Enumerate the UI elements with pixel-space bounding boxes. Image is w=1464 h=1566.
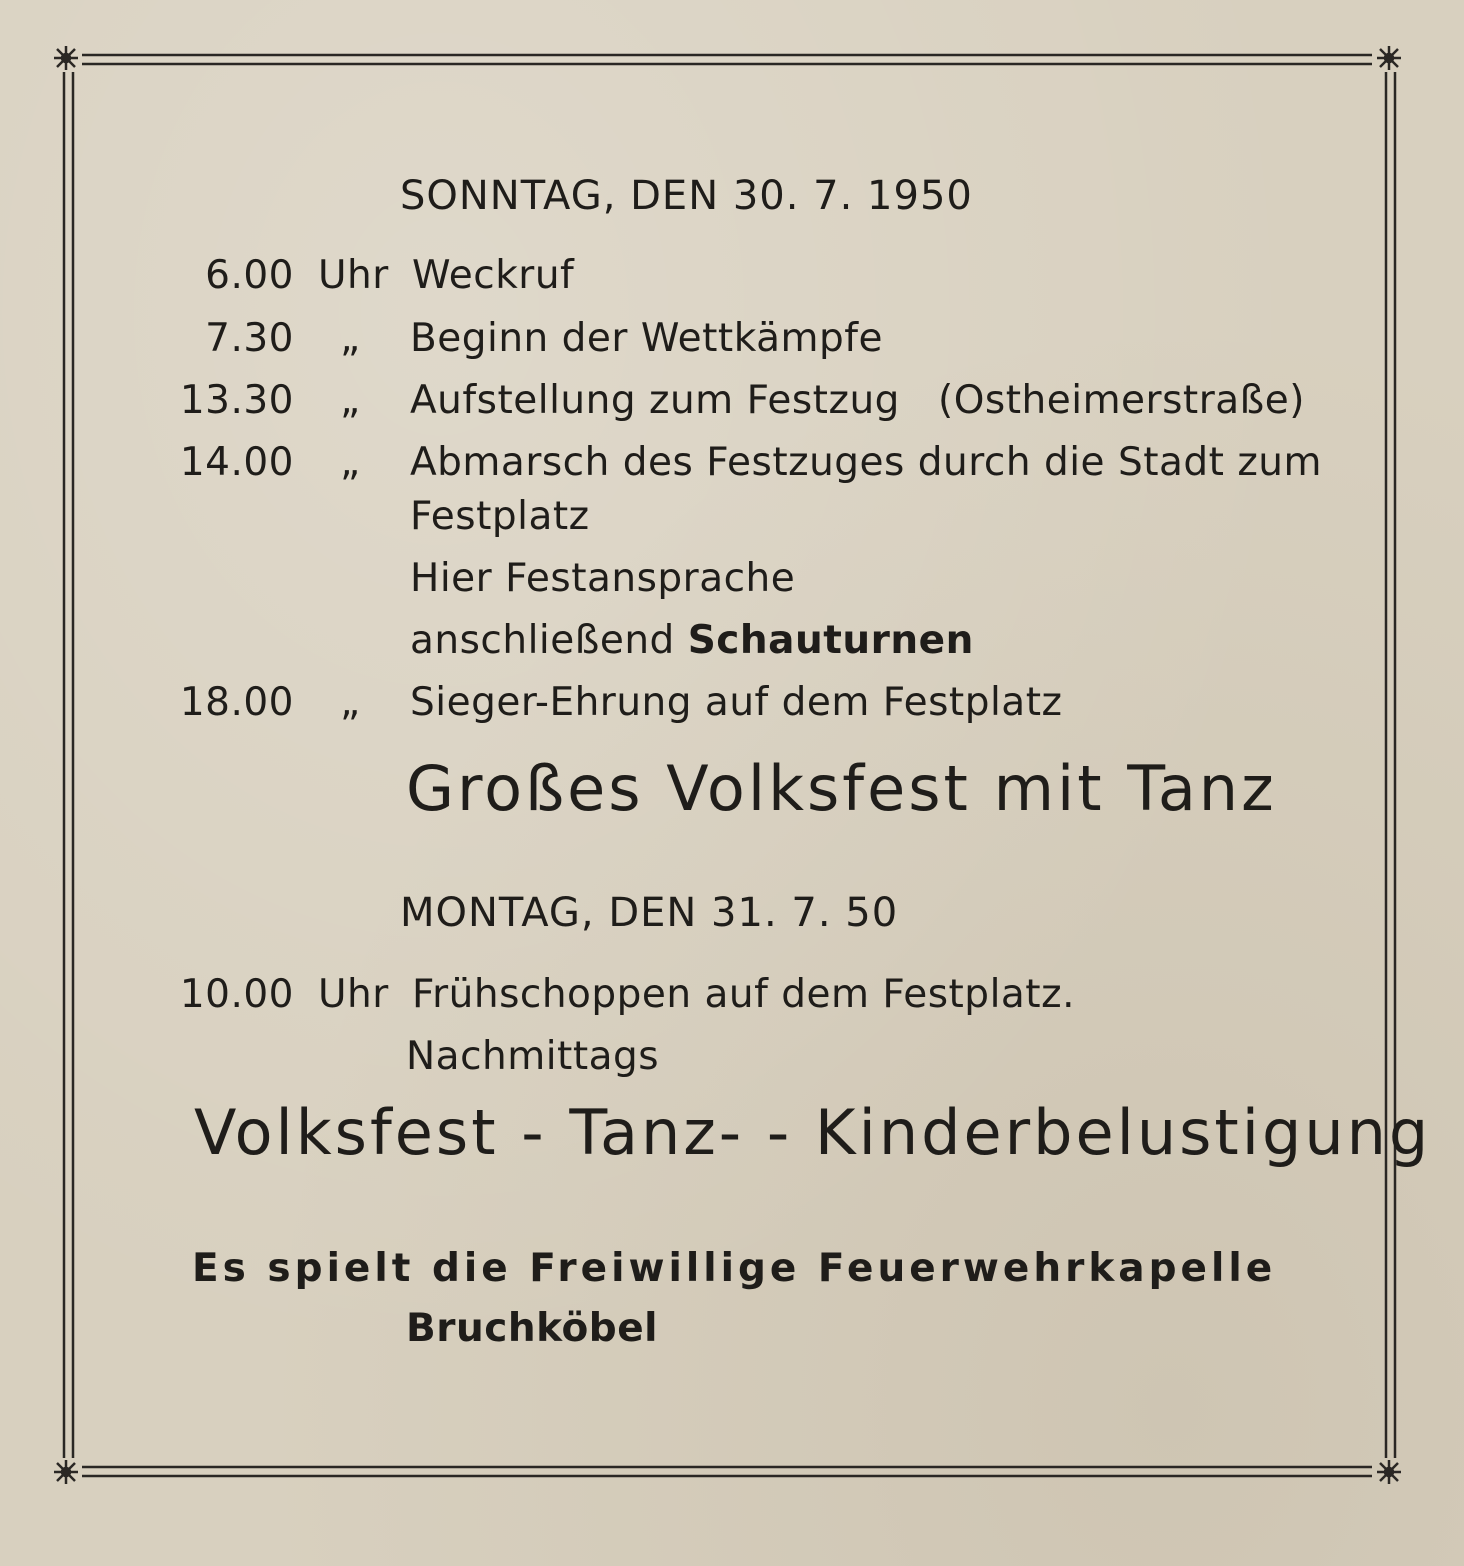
row-text: Aufstellung zum Festzug bbox=[410, 378, 900, 423]
footer-line2: Bruchköbel bbox=[406, 1306, 659, 1351]
row-unit: Uhr bbox=[318, 972, 389, 1017]
row-unit: Uhr bbox=[318, 253, 389, 298]
row-time: 10.00 bbox=[179, 972, 294, 1017]
schauturnen-prefix: anschließend bbox=[410, 618, 675, 663]
schauturnen-line bbox=[410, 618, 974, 663]
festansprache-line: Hier Festansprache bbox=[410, 556, 796, 601]
sunday-heading: SONNTAG, DEN 30. 7. 1950 bbox=[400, 173, 973, 219]
monday-heading: MONTAG, DEN 31. 7. 50 bbox=[400, 890, 899, 936]
row-unit: „ bbox=[340, 680, 361, 725]
monday-highlight: Volksfest - Tanz- - Kinderbelustigung bbox=[194, 1096, 1432, 1169]
row-text-continued: Festplatz bbox=[410, 494, 590, 539]
row-time: 18.00 bbox=[179, 680, 294, 725]
row-text: Sieger-Ehrung auf dem Festplatz bbox=[410, 680, 1063, 725]
row-text: Weckruf bbox=[412, 253, 575, 298]
row-unit: „ bbox=[340, 440, 361, 485]
footer-line1: Es spielt die Freiwillige Feuerwehrkapelle bbox=[192, 1246, 1277, 1291]
row-time: 14.00 bbox=[179, 440, 294, 485]
nachmittags-line: Nachmittags bbox=[406, 1034, 660, 1079]
row-text: Beginn der Wettkämpfe bbox=[410, 316, 883, 361]
row-time: 13.30 bbox=[179, 378, 294, 423]
row-text: Abmarsch des Festzuges durch die Stadt zum bbox=[410, 440, 1323, 485]
row-time: 7.30 bbox=[205, 316, 294, 361]
schauturnen-bold: Schauturnen bbox=[687, 618, 974, 663]
row-time: 6.00 bbox=[205, 253, 294, 298]
row-text: Frühschoppen auf dem Festplatz. bbox=[412, 972, 1075, 1017]
sunday-highlight: Großes Volksfest mit Tanz bbox=[406, 752, 1277, 825]
row-unit: „ bbox=[340, 378, 361, 423]
row-note: (Ostheimerstraße) bbox=[938, 378, 1305, 423]
row-unit: „ bbox=[340, 316, 361, 361]
